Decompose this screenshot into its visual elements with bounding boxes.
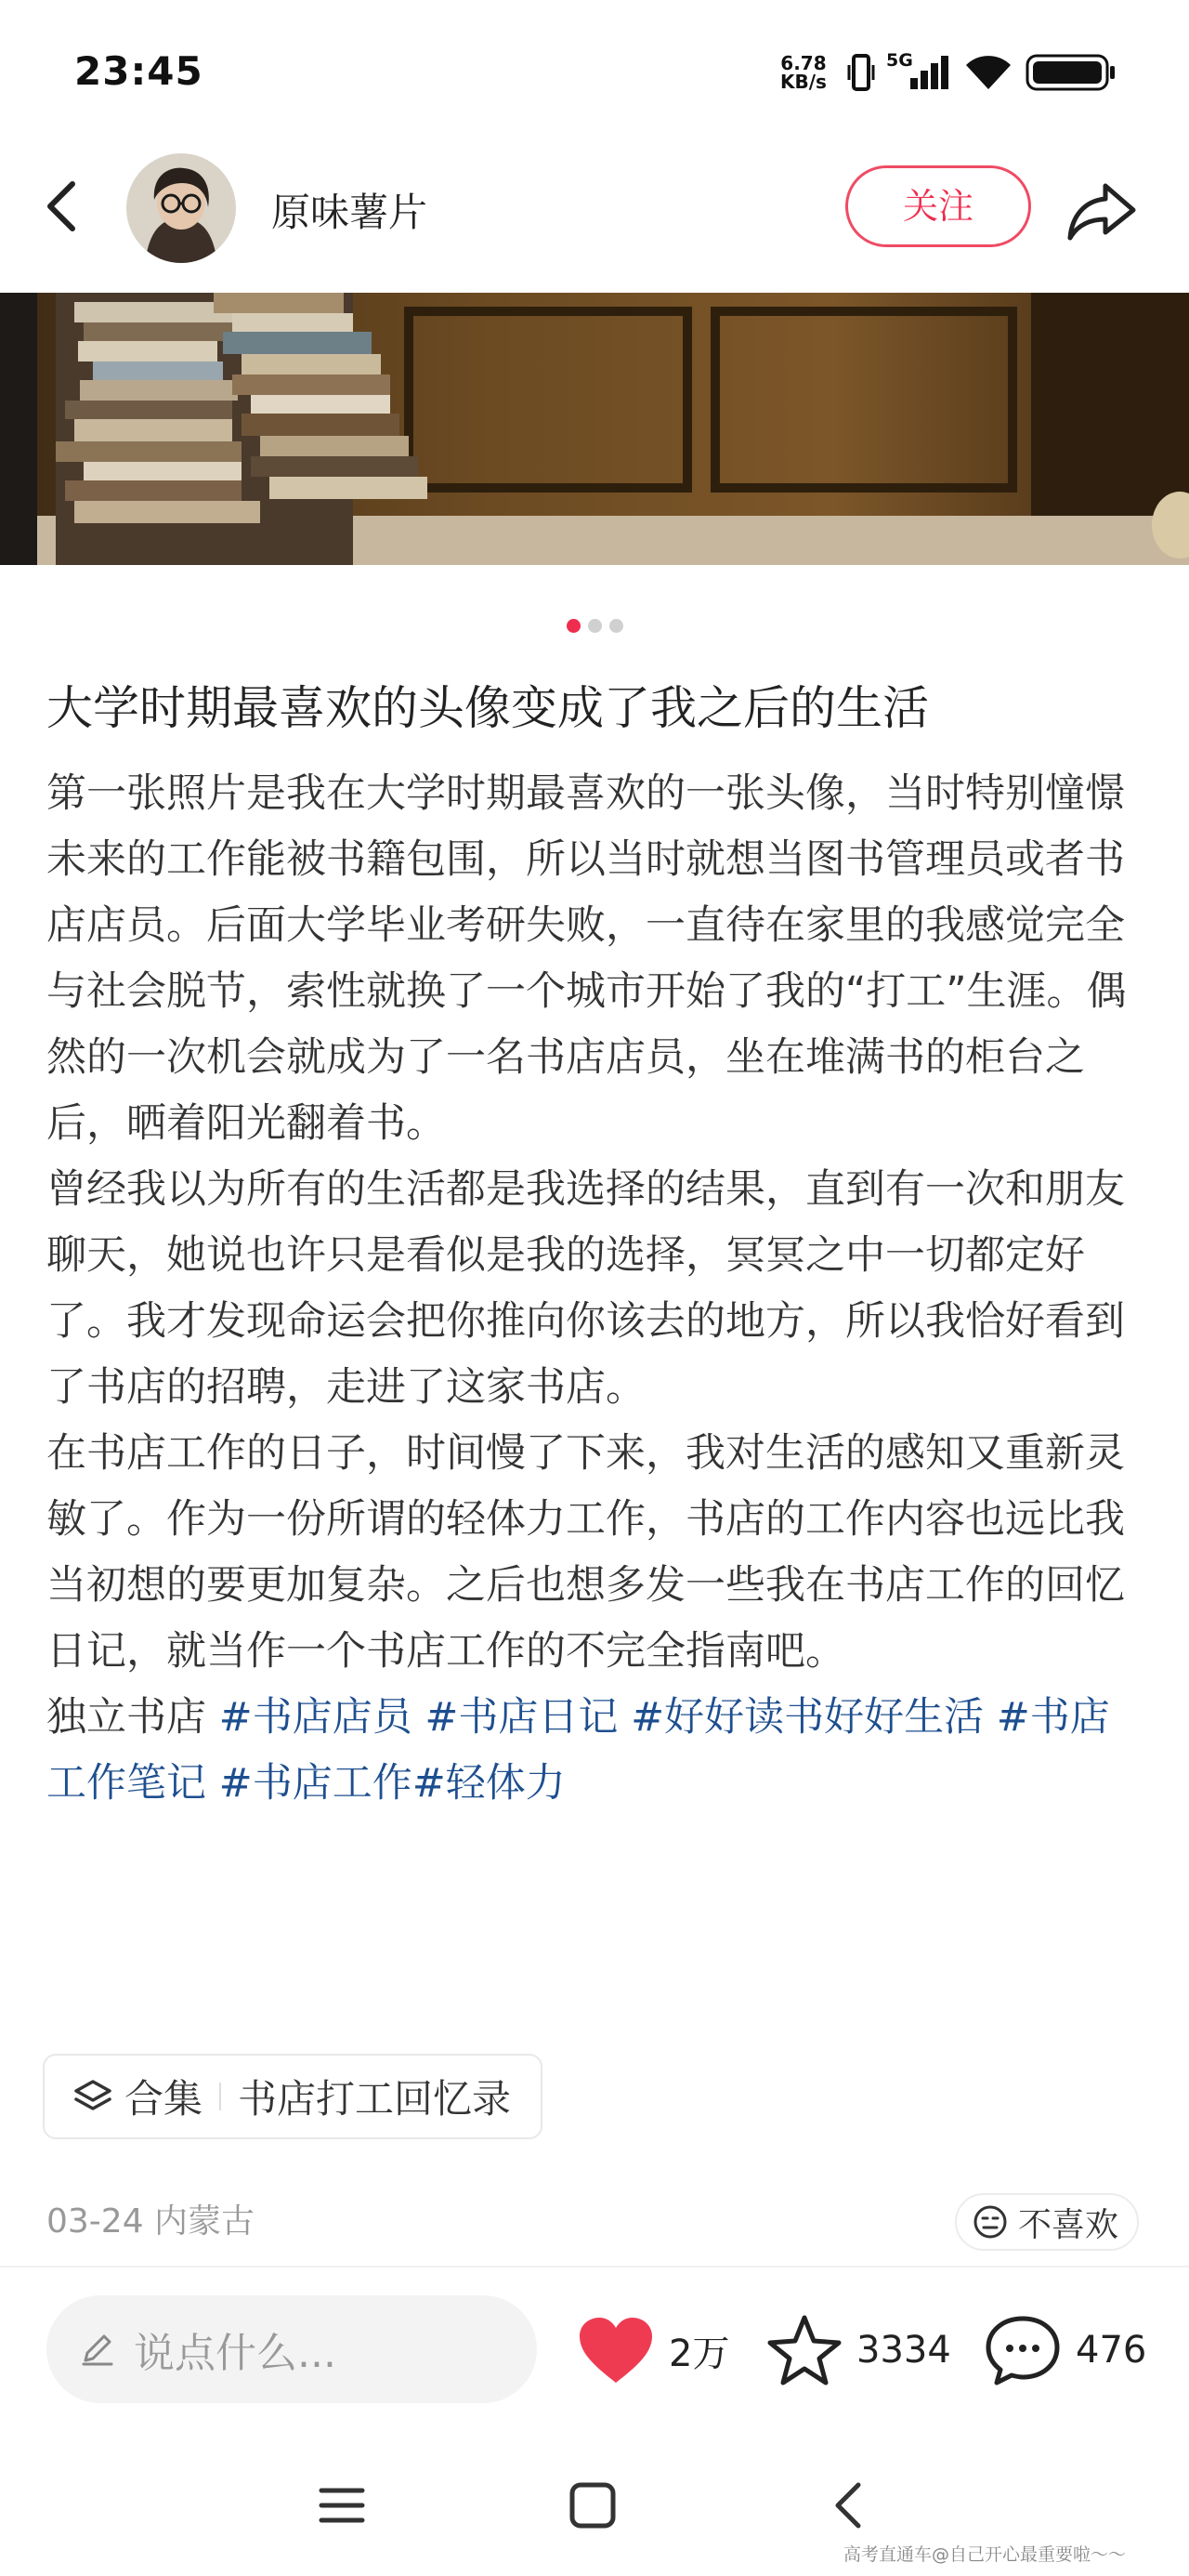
star-icon (765, 2313, 843, 2387)
layers-icon (71, 2074, 115, 2119)
image-pager-dots (0, 619, 1189, 633)
like-button[interactable] (576, 2314, 729, 2386)
home-icon[interactable] (567, 2479, 619, 2531)
hashtag-link[interactable]: #书店工作 (218, 1760, 412, 1807)
nav-back-icon[interactable] (823, 2477, 875, 2533)
collection-name: 书店打工回忆录 (238, 2076, 512, 2122)
network-type: 5G (886, 50, 913, 71)
post-tags (46, 1685, 1147, 1817)
divider (0, 2266, 1189, 2267)
dislike-button[interactable] (955, 2193, 1139, 2251)
collection-separator (219, 2083, 221, 2110)
follow-button[interactable]: 关注 (845, 165, 1031, 247)
author-avatar[interactable] (126, 153, 236, 263)
comments-button[interactable] (983, 2314, 1146, 2386)
network-speed-value: 6.78 (780, 52, 827, 74)
favorite-count: 3334 (856, 2329, 951, 2372)
pager-dot (609, 619, 623, 633)
collection-chip[interactable] (43, 2054, 542, 2139)
network-speed (780, 54, 827, 91)
post-paragraph: 曾经我以为所有的生活都是我选择的结果，直到有一次和朋友聊天，她说也许只是看似是我的选择，冥冥之中一切都定好了。我才发现命运会把你推向你该去的地方，所以我恰好看到了书店的招聘，走进了这家书店。 (46, 1166, 1125, 1411)
post-image[interactable] (0, 293, 1189, 565)
hashtag-link[interactable]: #书店日记 (425, 1694, 632, 1741)
collection-label: 合集 (124, 2076, 203, 2122)
favorite-button[interactable] (765, 2314, 951, 2386)
status-icons (847, 52, 1117, 93)
pager-dot-active (567, 619, 581, 633)
back-button[interactable] (37, 167, 89, 242)
post-date-location: 03-24 内蒙古 (46, 2202, 255, 2241)
tag-plain-text: 独立书店 (46, 1694, 219, 1741)
status-time: 23:45 (74, 48, 203, 94)
hashtag-link[interactable]: #轻体力 (412, 1760, 566, 1807)
heart-icon (576, 2314, 656, 2386)
comment-input[interactable] (46, 2295, 537, 2403)
hashtag-link[interactable]: #书店工作笔记 (46, 1694, 1110, 1807)
pager-dot (588, 619, 602, 633)
post-paragraph: 在书店工作的日子，时间慢了下来，我对生活的感知又重新灵敏了。作为一份所谓的轻体力工作，书店的工作内容也远比我当初想的要更加复杂。之后也想多发一些我在书店工作的回忆日记，就当作一个书店工作的不完全指南吧。 (46, 1430, 1125, 1675)
share-icon (1065, 173, 1139, 247)
share-button[interactable] (1065, 173, 1139, 247)
watermark-text: 高考直通车@自己开心最重要啦～～ (843, 2544, 1127, 2565)
dislike-label: 不喜欢 (1018, 2205, 1119, 2244)
menu-icon[interactable] (316, 2479, 368, 2531)
status-bar (0, 0, 1189, 139)
hashtag-link[interactable]: #好好读书好好生活 (631, 1694, 997, 1741)
battery-icon (1026, 52, 1117, 93)
post-body (46, 761, 1147, 1817)
post-title: 大学时期最喜欢的头像变成了我之后的生活 (46, 681, 929, 735)
author-name[interactable]: 原味薯片 (271, 190, 428, 235)
like-count: 2万 (669, 2332, 730, 2375)
pencil-icon (76, 2329, 117, 2370)
chat-bubble-icon (983, 2313, 1063, 2387)
network-speed-unit: KB/s (780, 71, 827, 93)
chevron-left-icon (37, 167, 89, 242)
comment-placeholder: 说点什么... (134, 2330, 336, 2377)
vibrate-icon (847, 52, 875, 93)
post-paragraph: 第一张照片是我在大学时期最喜欢的一张头像，当时特别憧憬未来的工作能被书籍包围，所以当时就想当图书管理员或者书店店员。后面大学毕业考研失败，一直待在家里的我感觉完全与社会脱节，索性就换了一个城市开始了我的“打工”生涯。偶然的一次机会就成为了一名书店店员，坐在堆满书的柜台之后，晒着阳光翻着书。 (46, 770, 1127, 1147)
comment-count: 476 (1076, 2329, 1147, 2372)
cell-signal-icon (886, 52, 951, 93)
hashtag-link[interactable]: #书店店员 (218, 1694, 425, 1741)
wifi-icon (962, 52, 1014, 93)
neutral-face-icon (972, 2203, 1009, 2241)
